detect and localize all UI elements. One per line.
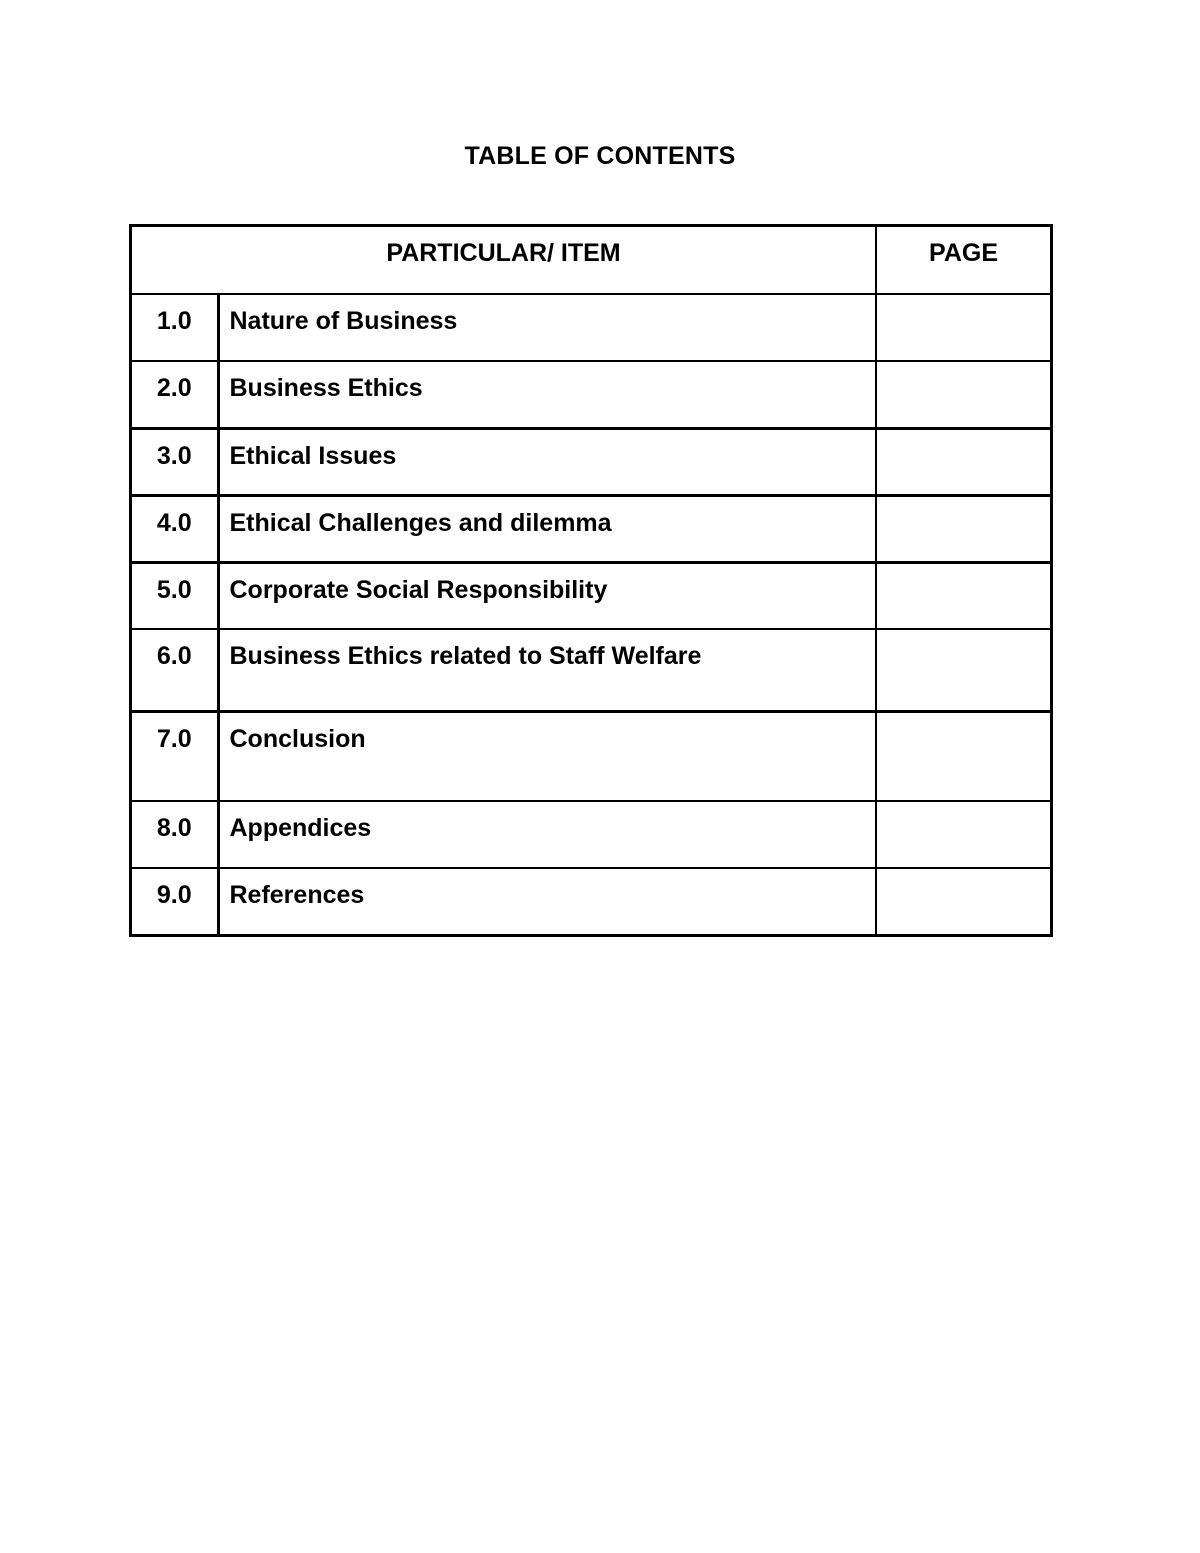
row-page [876,868,1051,935]
toc-row [131,361,1051,428]
row-number: 7.0 [131,711,218,801]
toc-table [130,225,1052,936]
toc-row [131,801,1051,868]
row-number: 4.0 [131,495,218,562]
row-number: 6.0 [131,629,218,711]
row-item: Business Ethics related to Staff Welfare [218,629,876,711]
toc-row [131,562,1051,629]
toc-header-row [131,226,1051,294]
toc-row [131,495,1051,562]
row-number: 3.0 [131,428,218,495]
row-item: References [218,868,876,935]
row-page [876,361,1051,428]
toc-row [131,629,1051,711]
toc-row [131,428,1051,495]
row-number: 5.0 [131,562,218,629]
row-item: Ethical Issues [218,428,876,495]
toc-row [131,868,1051,935]
row-page [876,428,1051,495]
row-item: Conclusion [218,711,876,801]
header-particular-item: PARTICULAR/ ITEM [131,226,876,294]
row-item: Appendices [218,801,876,868]
row-page [876,495,1051,562]
page-title: TABLE OF CONTENTS [464,142,736,170]
row-number: 2.0 [131,361,218,428]
row-page [876,711,1051,801]
row-page [876,801,1051,868]
row-item: Nature of Business [218,294,876,361]
row-number: 1.0 [131,294,218,361]
toc-row [131,294,1051,361]
row-page [876,562,1051,629]
toc-row [131,711,1051,801]
row-number: 9.0 [131,868,218,935]
row-item: Corporate Social Responsibility [218,562,876,629]
row-number: 8.0 [131,801,218,868]
row-page [876,629,1051,711]
row-item: Business Ethics [218,361,876,428]
row-item: Ethical Challenges and dilemma [218,495,876,562]
header-page: PAGE [876,226,1051,294]
row-page [876,294,1051,361]
